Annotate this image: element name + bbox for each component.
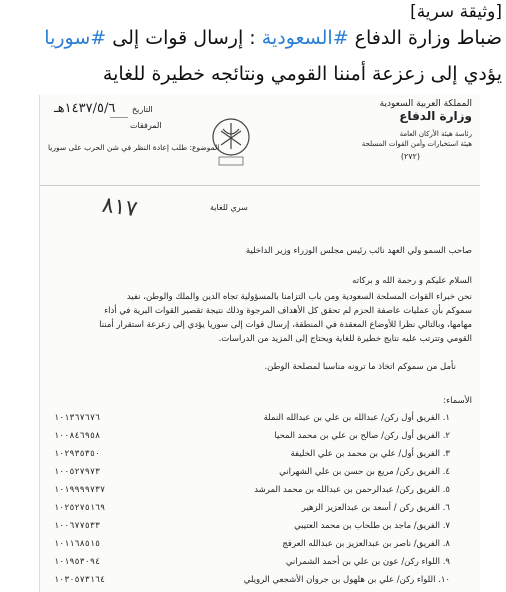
name-row: ٢. الفريق أول ركن/ صالح بن علي بن محمد المحيا [274, 431, 450, 441]
classification-label: سري للغاية [210, 203, 248, 212]
hashtag-saudi-link[interactable]: #السعودية [261, 27, 349, 49]
greeting: السلام عليكم و رحمة الله و بركاته [352, 276, 472, 286]
names-label: الأسماء: [443, 396, 472, 406]
name-row: ٧. الفريق/ ماجد بن طلحاب بن محمد العتيبي [294, 521, 450, 531]
handwritten-number: ٨١٧ [100, 192, 140, 223]
name-row: ٦. الفريق ركن / أسعد بن عبدالعزيز الزهير [301, 503, 450, 513]
tweet-text-part: : إرسال قوات إلى [112, 27, 256, 49]
phone-number: ١٠١١٦٨٥١٥ [54, 539, 101, 549]
attachments-label: المرفقات [130, 121, 162, 130]
phone-number: ١٠١٣٦٧٦٧٦ [54, 413, 101, 423]
name-row: ٩. اللواء ركن/ عون بن علي بن أحمد الشمراني [285, 557, 450, 567]
tweet-text-part: ضباط وزارة الدفاع [354, 27, 502, 49]
tweet-line-1: [وثيقة سرية] [410, 2, 502, 22]
subject-line: الموضوع: طلب إعادة النظر في شن الحرب على سوريا [48, 143, 220, 152]
paragraph-line: مهامها، وبالتالي نظرا للأوضاع المعقدة في المنطقة، إرسال قوات إلى سوريا يؤدي إلى زعزعة استقرار أمننا [99, 320, 472, 330]
closing-line: نأمل من سموكم اتخاذ ما ترونه مناسبا لمصلحة الوطن. [264, 362, 456, 372]
header-ministry: وزارة الدفاع [399, 109, 472, 123]
name-row: ٤. الفريق ركن/ مريع بن حسن بن علي الشهراني [279, 467, 450, 477]
header-dept-1: رئاسة هيئة الأركان العامة [399, 130, 472, 138]
phone-number: ١٠١٩٥٣٠٩٤ [54, 557, 101, 567]
phone-number: ١٠١٩٩٩٩٧٣٧ [54, 485, 106, 495]
header-dept-2: هيئة استخبارات وأمن القوات المسلحة [361, 140, 472, 148]
paragraph-line: القومي وتترتب عليه نتايج خطيرة للغاية ويحتاج إلى المزيد من الدراسات. [218, 334, 472, 344]
phone-number: ١٠٣٠٥٧٣١٦٤ [54, 575, 106, 585]
paragraph-line: نحن خبراء القوات المسلحة السعودية ومن باب التزامنا بالمسؤولية تجاه الدين والملك والوطن، نفيد [126, 292, 472, 302]
phone-number: ١٠٠٦٧٧٥٣٣ [54, 521, 101, 531]
phone-number: ١٠٠٥٢٧٩٧٣ [54, 467, 101, 477]
phone-number: ١٠٠٨٤٦٩٥٨ [54, 431, 101, 441]
addressee: صاحب السمو ولي العهد نائب رئيس مجلس الوزراء وزير الداخلية [245, 246, 472, 256]
hashtag-syria-link[interactable]: #سوريا [44, 27, 107, 49]
header-country: المملكة العربية السعودية [379, 99, 472, 109]
tweet-text [0, 0, 506, 96]
phone-number: ١٠٢٩٣٥٣٥٠ [54, 449, 101, 459]
name-row: ١. الفريق أول ركن/ عبدالله بن علي بن عبدالله النملة [263, 413, 450, 423]
tweet-line-2 [44, 26, 502, 50]
document-image [40, 95, 480, 592]
phone-number: ١٠٢٥٢٧٥١٦٩ [54, 503, 106, 513]
name-row: ٥. الفريق ركن/ عبدالرحمن بن عبدالله بن محمد المرشد [254, 485, 450, 495]
header-code: (٢٧٢) [400, 152, 420, 161]
name-row: ١٠. اللواء ركن/ علي بن هلهول بن جروان الأشجعي الرويلي [243, 575, 450, 585]
date-label: التاريخ [132, 105, 153, 114]
paragraph-line: سموكم بأن عمليات عاصفة الحزم لم تحقق كل الأهداف المرجوة وذلك نتيجة تقصير القوات البرية في أداء [104, 306, 472, 316]
name-row: ٨. الفريق/ ناصر بن عبدالعزيز بن عبدالله العرفج [282, 539, 450, 549]
tweet-line-3: يؤدي إلى زعزعة أمننا القومي ونتائجه خطيرة للغاية [102, 63, 502, 85]
name-row: ٣. الفريق أول/ علي بن محمد بن علي الخليفة [290, 449, 450, 459]
date-value: ١٤٣٧/٥/٦هـ [54, 101, 116, 116]
